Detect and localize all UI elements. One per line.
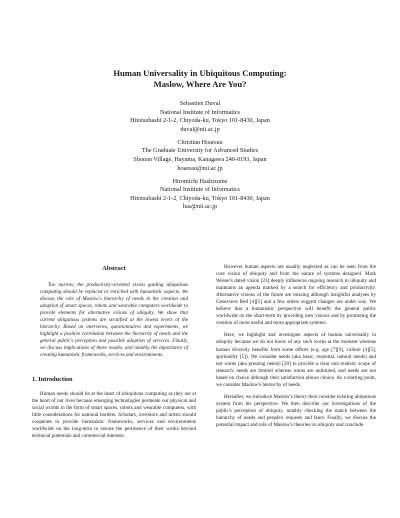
author-email: hoareau@nii.ac.jp	[177, 164, 223, 172]
title-line-2: Maslow, Where Are You?	[153, 79, 247, 89]
author-address: Hitotsubashi 2-1-2, Chiyoda-ku, Tokyo 101-8430, Japan	[130, 117, 270, 125]
author-list	[40, 100, 360, 216]
author-block	[40, 100, 360, 134]
abstract-text: Too narrow, the productivity-oriented vision guiding ubiquitous computing should be replaced or enriched with humanistic aspects. We discuss the role of Maslow's hierarchy of needs in the creation and adoption of smart spaces, robots and wearable computers worldwide to provide elements for alternative visions of ubiquity. We show that current ubiquitous systems are stratified at the lowest levels of the hierarchy. Based on interviews, questionnaires and experiments, we highlight a positive correlation between the hierarchy of needs and the general public's perception and possible adoption of services. Finally, we discuss implications of these results, and notably the importance of creating humanistic frameworks, services and environments.	[40, 282, 188, 359]
author-email: duval@nii.ac.jp	[180, 125, 220, 133]
section-heading: 1. Introduction	[32, 375, 73, 383]
body-paragraph: Here, we highlight and investigate aspects of human universality in ubiquity because we do not know of any such works at the moment whereas human diversity benefits from some efforts (e.g. age [7][9], culture [4][5], spirituality [5]). We consider needs (aka basic, essential, natural needs) and not wants (aka pressing needs) [20] to provide a clear and realistic scope of research: needs are limited whereas wants are unlimited, and needs are not based on choice although their satisfaction allows choice. As a starting point, we consider Maslow's hierarchy of needs.	[216, 332, 376, 388]
paper-title	[40, 68, 360, 90]
author-block	[40, 178, 360, 212]
title-line-1: Human Universality in Ubiquitous Computing:	[113, 68, 287, 78]
body-paragraph: However human aspects are usually neglected as can be seen from the core vision of ubiquity and from the nature of systems designed. Mark Weiser's dated vision [23] deeply influences ongoing research in ubiquity and maintains an agenda marked by a search for efficiency and productivity. Alternative visions of the future are missing although insightful analyses by Genevieve Bell [4][5] and a few others suggest changes are under way. We believe that a humanistic perspective will benefit the general public worldwide on the short-term by providing new visions and by promoting the creation of more useful and more appropriate systems.	[216, 264, 376, 327]
author-address: Hitotsubashi 2-1-2, Chiyoda-ku, Tokyo 101-8430, Japan	[130, 194, 270, 202]
author-name: Christian Hoareau	[177, 138, 223, 146]
author-name: Hiromichi Hashizume	[172, 177, 228, 185]
body-paragraph: Hereafter, we introduce Maslow's theory then consider existing ubiquitous system from his perspective. We then describe our investigations of the public's perception of ubiquity, notably checking the match between the hierarchy of needs and people's requests and fears. Finally, we discuss the potential impact and role of Maslow's theories on ubiquity and conclude.	[216, 393, 376, 428]
author-block	[40, 139, 360, 173]
left-column	[32, 265, 196, 440]
author-affiliation: National Institute of Informatics	[160, 186, 240, 194]
abstract-heading: Abstract	[102, 265, 126, 272]
author-name: Sebastien Duval	[179, 100, 221, 107]
right-column	[216, 264, 376, 429]
body-paragraph: Human needs should be at the heart of ubiquitous computing as they are at the heart of our lives because emerging technologies permeate our physical and social worlds in the form of smart spaces, robots and wearable computers, with little considerations for national borders. Scholars, inventors and artists should cooperate to provide humanistic frameworks, services and environments worldwide on the long-term to ensure the pertinence of their works beyond technical potentials and commercial interests.	[32, 390, 196, 439]
author-affiliation: National Institute of Informatics	[160, 108, 240, 116]
author-email: has@nii.ac.jp	[183, 203, 217, 211]
author-affiliation: The Graduate University for Advanced Studies	[141, 147, 259, 155]
author-address: Shonan Village, Hayama, Kanagawa 240-0193, Japan	[133, 155, 267, 163]
